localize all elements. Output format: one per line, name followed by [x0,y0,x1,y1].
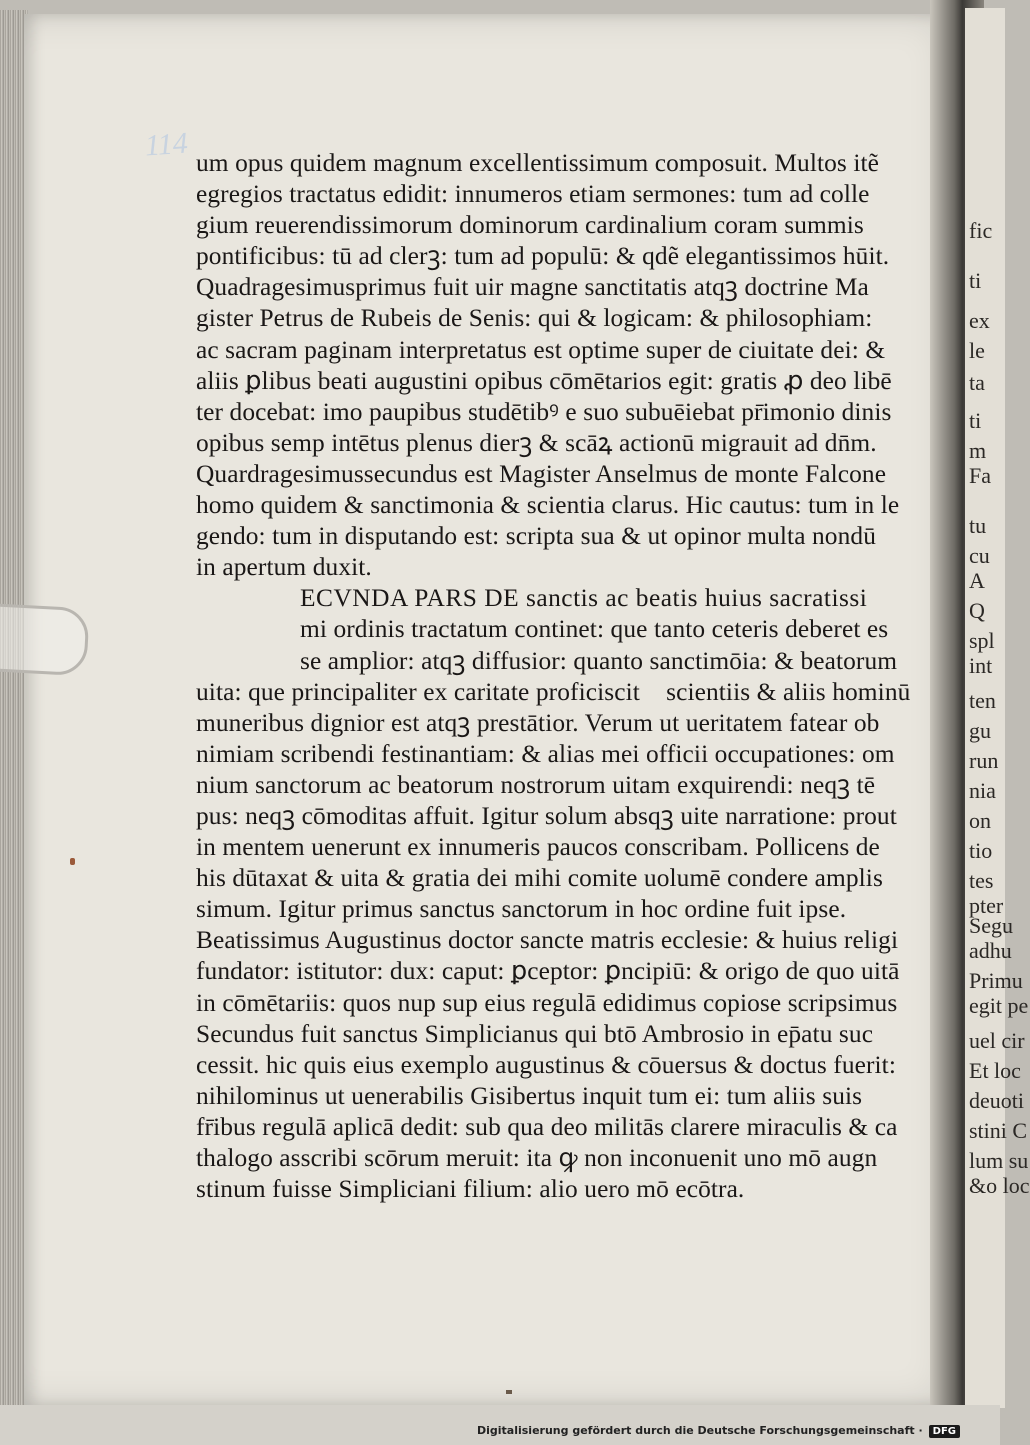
facing-page-text: Q [969,598,985,623]
facing-page-text: spl [969,628,995,653]
facing-page-text: Primu [969,968,1023,993]
facing-page-text: &o loc [969,1173,1030,1198]
facing-page-text: Fa [969,463,991,488]
ink-mark [70,858,75,865]
facing-page-text: stini C [969,1118,1028,1143]
facing-page-text: Segu [969,913,1013,938]
text-line: gister Petrus de Rubeis de Senis: qui & logicam: & philosophiam: [196,304,873,333]
facing-page-fragment [965,8,1030,1408]
text-line: fundator: istitutor: dux: caput: ꝑceptor: ꝑncipiū: & origo de quo uitā [196,957,900,986]
facing-page-text: adhu [969,938,1012,963]
facing-page-text: gu [969,718,991,743]
text-line: um opus quidem magnum excellentissimum composuit. Multos itẽ [196,149,880,177]
facing-page-text: A [969,568,985,593]
facing-page-text: Et loc [969,1058,1021,1083]
facing-page-text: deuoti [969,1088,1024,1113]
text-line: in mentem uenerunt ex innumeris paucos conscribam. Pollicens de [196,833,880,862]
text-line: Secundus fuit sanctus Simplicianus qui btō Ambrosio in ep̄atu suc [196,1019,874,1048]
facing-page-text: le [969,338,985,363]
text-line: thalogo asscribi scōrum meruit: ita ꝙ non inconuenit uno mō augn [196,1144,878,1172]
facing-page-text: int [969,653,993,678]
facing-page-text: on [969,808,991,833]
text-line: nium sanctorum ac beatorum nostrorum uitam exquirendi: neqꝫ tē [196,770,876,799]
text-line: in cōmētariis: quos nup sup eius regulā edidimus copiose scripsimus [196,988,898,1017]
ghost-folio-number: 114 [143,126,189,163]
text-line: Quardragesimussecundus est Magister Anselmus de monte Falcone [196,459,887,488]
text-line: pontificibus: tū ad clerꝫ: tum ad populū: & qdẽ elegantissimos hūit. [196,242,890,271]
facing-page-text: cu [969,543,990,568]
text-line: nihilominus ut uenerabilis Gisibertus inquit tum ei: tum aliis suis [196,1081,863,1110]
facing-page-text: run [969,748,999,773]
facing-page-text: pter [969,893,1004,918]
dfg-logo: DFG [929,1425,960,1438]
text-line: gium reuerendissimorum dominorum cardinalium coram summis [196,211,864,240]
facing-page-text: ti [969,268,982,293]
facing-page-text: fic [969,218,993,243]
text-line: Beatissimus Augustinus doctor sancte matris ecclesie: & huius religi [196,926,899,955]
facing-page-text: ex [969,308,990,333]
text-line: pus: neqꝫ cōmoditas affuit. Igitur solum absqꝫ uite narratione: prout [196,801,897,830]
text-line: homo quidem & sanctimonia & scientia clarus. Hic cautus: tum in le [196,491,900,520]
facing-page-text: ten [969,688,996,713]
facing-page-text: lum su [969,1148,1029,1173]
text-line: ECVNDA PARS DE sanctis ac beatis huius sacratissi [300,584,868,613]
text-line: ter docebat: imo paupibus studētibꝰ e suo subuēiebat pr̄imonio dinis [196,397,892,426]
text-line: aliis ꝑlibus beati augustini opibus cōmētarios egit: gratis ꝓ deo libē [196,366,892,395]
facing-page-text: uel cir [969,1028,1025,1053]
text-line: opibus semp intētus plenus dierꝫ & scāꝝ actionū migrauit ad dn̄m. [196,428,877,457]
facing-page-text: ti [969,408,982,433]
ink-mark [506,1390,512,1394]
facing-page-text: tu [969,513,987,538]
text-line: fr̄ibus regulā aplicā dedit: sub qua deo militās clarere miraculis & ca [196,1112,898,1141]
text-line: in apertum duxit. [196,553,372,582]
facing-page-text: egit pe [969,993,1029,1018]
text-line: muneribus dignior est atqꝫ prestātior. Verum ut ueritatem fatear ob [196,708,880,737]
text-line: ac sacram paginam interpretatus est optime super de ciuitate dei: & [196,335,886,364]
bookmark-clip [0,602,90,677]
facing-page-text: tio [969,838,993,863]
text-line: his dūtaxat & uita & gratia dei mihi comite uolumē condere amplis [196,864,883,893]
text-line: gendo: tum in disputando est: scripta sua & ut opinor multa nondū [196,522,876,551]
facing-page-text: ta [969,370,985,395]
facing-page-text: m [969,438,987,463]
digitization-credit [477,1424,960,1438]
facing-page-text: nia [969,778,996,803]
text-line: se amplior: atqꝫ diffusior: quanto sanctimōia: & beatorum [300,646,898,675]
credit-text: Digitalisierung gefördert durch die Deutsche Forschungsgemeinschaft · [476,1424,923,1437]
text-line: uita: que principaliter ex caritate proficiscit᷑ scientiis & aliis hominū [196,677,911,706]
text-line: nimiam scribendi festinantiam: & alias mei officii occupationes: om [196,739,895,768]
body-text [196,148,911,1205]
text-line: egregios tractatus edidit: innumeros etiam sermones: tum ad colle [196,180,870,209]
text-line: cessit. hic quis eius exemplo augustinus & cōuersus & doctus fuerit: [196,1050,896,1079]
text-line: Quadragesimusprimus fuit uir magne sanctitatis atqꝫ doctrine Ma [196,273,869,302]
facing-page-text: tes [969,868,994,893]
text-line: stinum fuisse Simpliciani filium: alio uero mō ecōtra. [196,1175,745,1204]
text-line: mi ordinis tractatum continet: que tanto ceteris deberet es [300,615,889,644]
text-line: simum. Igitur primus sanctus sanctorum in hoc ordine fuit ipse. [196,895,847,924]
